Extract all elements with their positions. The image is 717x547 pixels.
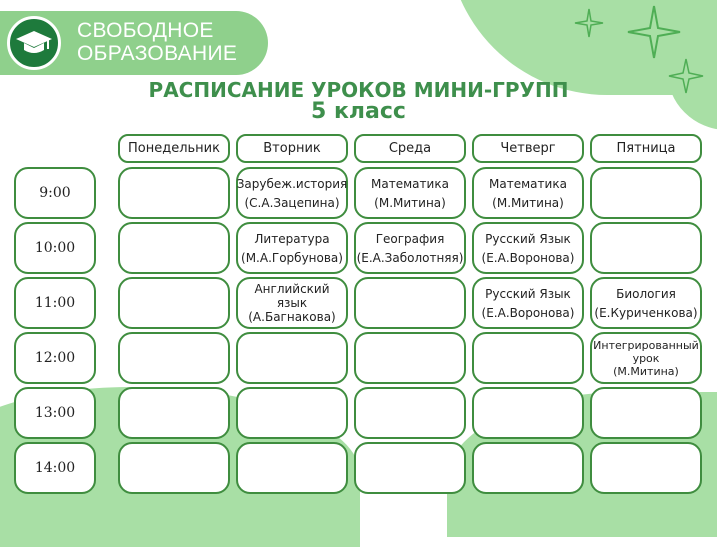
time-slot-1200: 12:00	[14, 332, 96, 384]
schedule-cell-wed-0900	[354, 167, 466, 219]
time-slot-0900: 9:00	[14, 167, 96, 219]
schedule-cell-tue-1000	[236, 222, 348, 274]
lesson-teacher: (Е.Куриченкова)	[594, 305, 698, 320]
day-header-friday: Пятница	[590, 134, 702, 163]
lesson-subject: Русский Язык	[485, 286, 571, 301]
brand-name	[77, 19, 237, 65]
schedule-cell-thu-0900	[472, 167, 584, 219]
schedule-cell-fri-1400	[590, 442, 702, 494]
day-header-monday: Понедельник	[118, 134, 230, 163]
lesson-subject: Английский язык	[254, 282, 330, 310]
schedule-cell-wed-1000	[354, 222, 466, 274]
schedule-cell-fri-1100	[590, 277, 702, 329]
lesson-teacher: (М.А.Горбунова)	[241, 250, 343, 265]
time-slot-1300: 13:00	[14, 387, 96, 439]
schedule-cell-wed-1200	[354, 332, 466, 384]
sparkle-star-icon	[626, 4, 682, 60]
lesson-subject: Биология	[616, 286, 676, 301]
lesson-teacher: (М.Митина)	[613, 364, 679, 378]
day-header-thursday: Четверг	[472, 134, 584, 163]
schedule-cell-thu-1200	[472, 332, 584, 384]
schedule-cell-wed-1400	[354, 442, 466, 494]
lesson-teacher: (Е.А.Заболотняя)	[356, 250, 464, 265]
schedule-cell-wed-1100	[354, 277, 466, 329]
schedule-cell-thu-1300	[472, 387, 584, 439]
schedule-cell-tue-1400	[236, 442, 348, 494]
lesson-teacher: (Е.А.Воронова)	[481, 250, 575, 265]
lesson-subject: Математика	[371, 176, 449, 191]
lesson-subject: Математика	[489, 176, 567, 191]
lesson-teacher: (М.Митина)	[374, 195, 446, 210]
schedule-cell-mon-1000	[118, 222, 230, 274]
schedule-cell-wed-1300	[354, 387, 466, 439]
lesson-subject: Зарубеж.история	[236, 176, 348, 191]
schedule-cell-mon-0900	[118, 167, 230, 219]
logo	[7, 16, 61, 70]
sparkle-star-icon	[574, 8, 604, 38]
lesson-teacher: (М.Митина)	[492, 195, 564, 210]
lesson-teacher: (Е.А.Воронова)	[481, 305, 575, 320]
brand-line-1: СВОБОДНОЕ	[77, 19, 214, 42]
lesson-subject: Русский Язык	[485, 231, 571, 246]
schedule-cell-thu-1400	[472, 442, 584, 494]
schedule-cell-fri-1000	[590, 222, 702, 274]
schedule-cell-tue-1300	[236, 387, 348, 439]
time-slot-1000: 10:00	[14, 222, 96, 274]
page-subtitle: 5 класс	[311, 99, 406, 124]
lesson-teacher: (С.А.Зацепина)	[244, 195, 340, 210]
graduation-cap-icon	[10, 19, 58, 67]
schedule-cell-fri-0900	[590, 167, 702, 219]
day-header-tuesday: Вторник	[236, 134, 348, 163]
brand-line-2: ОБРАЗОВАНИЕ	[77, 42, 238, 65]
schedule-cell-fri-1200	[590, 332, 702, 384]
lesson-teacher: (А.Багнакова)	[248, 310, 336, 324]
schedule-cell-tue-1100	[236, 277, 348, 329]
time-slot-1400: 14:00	[14, 442, 96, 494]
schedule-cell-tue-1200	[236, 332, 348, 384]
day-header-wednesday: Среда	[354, 134, 466, 163]
schedule-cell-tue-0900	[236, 167, 348, 219]
schedule-cell-thu-1000	[472, 222, 584, 274]
lesson-subject: Литература	[254, 231, 330, 246]
schedule-cell-mon-1200	[118, 332, 230, 384]
schedule-cell-mon-1300	[118, 387, 230, 439]
schedule-cell-mon-1400	[118, 442, 230, 494]
time-slot-1100: 11:00	[14, 277, 96, 329]
page-title: РАСПИСАНИЕ УРОКОВ МИНИ-ГРУПП	[148, 78, 569, 102]
schedule-cell-mon-1100	[118, 277, 230, 329]
schedule-cell-thu-1100	[472, 277, 584, 329]
lesson-subject: География	[375, 231, 445, 246]
brand-banner	[0, 11, 268, 75]
lesson-subject: Интегрированный урок	[593, 338, 699, 365]
schedule-cell-fri-1300	[590, 387, 702, 439]
